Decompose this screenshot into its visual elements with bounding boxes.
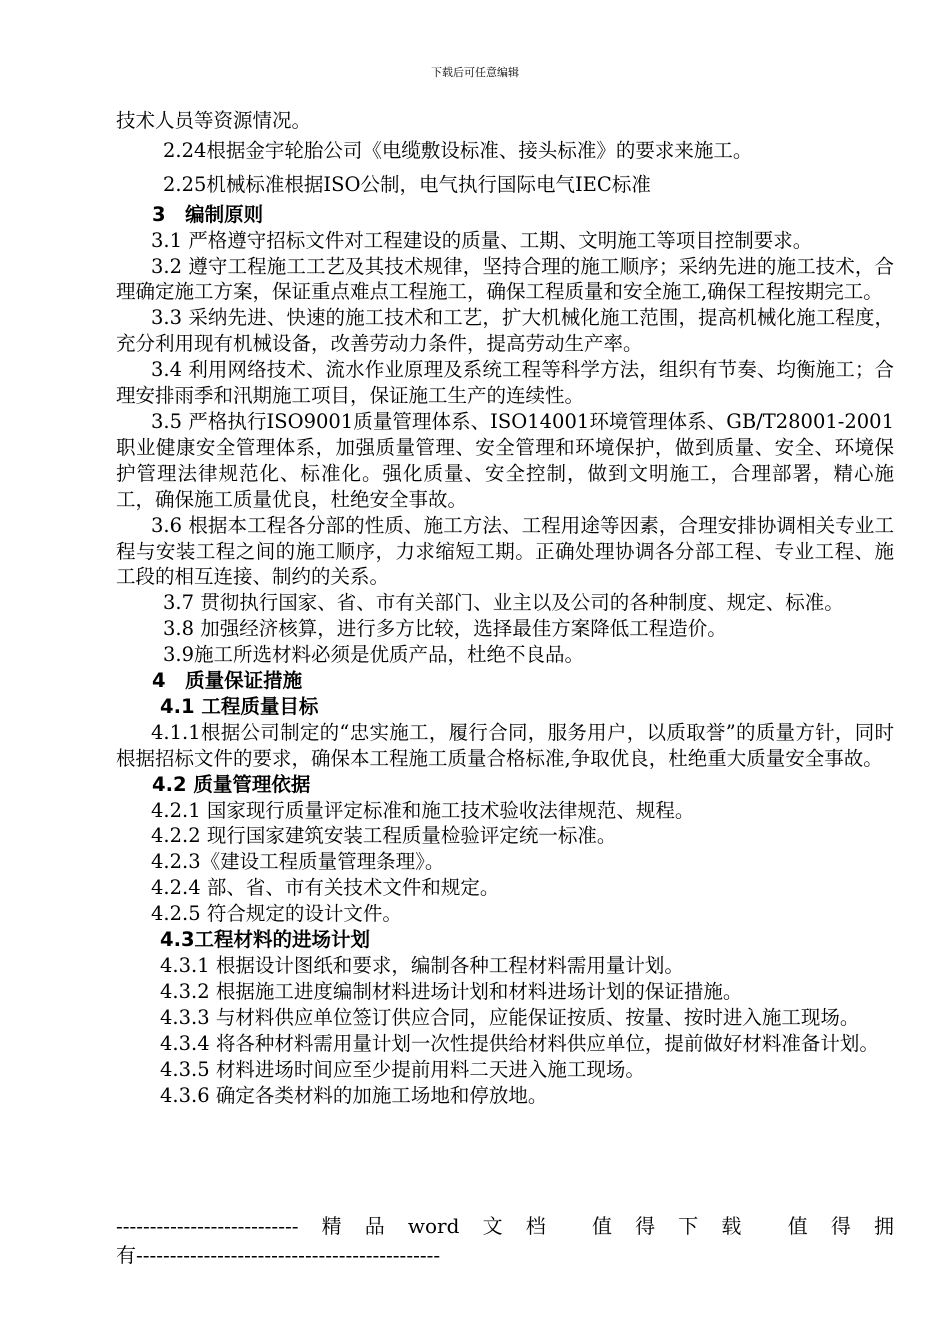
paragraph: 3.6 根据本工程各分部的性质、施工方法、工程用途等因素，合理安排协调相关专业工程与安装工程之间的施工顺序，力求缩短工期。正确处理协调各分部工程、专业工程、施工段的相互连接、制约的关系。 bbox=[116, 513, 894, 589]
footer-word: word bbox=[407, 1214, 460, 1238]
paragraph: 3.8 加强经济核算，进行多方比较，选择最佳方案降低工程造价。 bbox=[163, 617, 727, 641]
paragraph: 4.2.1 国家现行质量评定标准和施工技术验收法律规范、规程。 bbox=[151, 798, 695, 822]
footer-word: 品 bbox=[364, 1214, 385, 1238]
paragraph: 4.3.2 根据施工进度编制材料进场计划和材料进场计划的保证措施。 bbox=[160, 979, 743, 1003]
paragraph: 4.2.2 现行国家建筑安装工程质量检验评定统一标准。 bbox=[151, 824, 617, 848]
footer-word: 值 bbox=[787, 1214, 808, 1238]
footer-word: 载 bbox=[721, 1214, 742, 1238]
paragraph: 4.3.3 与材料供应单位签订供应合同，应能保证按质、按量、按时进入施工现场。 bbox=[160, 1005, 860, 1029]
paragraph: 4.3.1 根据设计图纸和要求，编制各种工程材料需用量计划。 bbox=[160, 954, 684, 977]
paragraph: 4.3.4 将各种材料需用量计划一次性提供给材料供应单位，提前做好材料准备计划。 bbox=[160, 1031, 879, 1055]
paragraph: 4.3.5 材料进场时间应至少提前用料二天进入施工现场。 bbox=[160, 1057, 645, 1081]
paragraph: 3.7 贯彻执行国家、省、市有关部门、业主以及公司的各种制度、规定、标准。 bbox=[163, 591, 844, 615]
section-heading: 4.1 工程质量目标 bbox=[160, 694, 319, 718]
footer-word: 档 bbox=[525, 1214, 546, 1238]
page-header: 下载后可任意编辑 bbox=[431, 66, 519, 79]
footer-dashes: --------------------------- bbox=[116, 1214, 299, 1238]
footer-word: 拥 bbox=[873, 1214, 894, 1238]
paragraph: 技术人员等资源情况。 bbox=[116, 109, 312, 132]
paragraph: 4.2.3《建设工程质量管理条理》。 bbox=[151, 850, 445, 874]
footer-word: 下 bbox=[678, 1214, 699, 1238]
paragraph: 3.2 遵守工程施工工艺及其技术规律，坚持合理的施工顺序；采纳先进的施工技术，合理确定施工方案，保证重点难点工程施工，确保工程质量和安全施工,确保工程按期完工。 bbox=[116, 254, 894, 304]
footer-line-2: 有--------------------------------------------- bbox=[116, 1243, 441, 1267]
paragraph: 3.4 利用网络技术、流水作业原理及系统工程等科学方法，组织有节奏、均衡施工；合理安排雨季和汛期施工项目，保证施工生产的连续性。 bbox=[116, 358, 894, 408]
paragraph: 3.9施工所选材料必须是优质产品，杜绝不良品。 bbox=[163, 643, 585, 667]
footer-word: 得 bbox=[635, 1214, 656, 1238]
footer-word: 文 bbox=[482, 1214, 503, 1238]
paragraph: 3.5 严格执行ISO9001质量管理体系、ISO14001环境管理体系、GB/T28001-2001职业健康安全管理体系，加强质量管理、安全管理和环境保护，做到质量、安全、环境保护管理法律规范化、标准化。强化质量、安全控制，做到文明施工，合理部署，精心施工，确保施工质量优良，杜绝安全事故。 bbox=[116, 409, 894, 511]
footer-word: 值 bbox=[591, 1214, 612, 1238]
paragraph: 3.1 严格遵守招标文件对工程建设的质量、工期、文明施工等项目控制要求。 bbox=[151, 228, 813, 252]
section-heading: 4.3工程材料的进场计划 bbox=[160, 928, 371, 952]
section-heading: 4 质量保证措施 bbox=[152, 669, 303, 693]
paragraph: 2.24根据金宇轮胎公司《电缆敷设标准、接头标准》的要求来施工。 bbox=[163, 138, 753, 162]
section-heading: 3 编制原则 bbox=[152, 202, 264, 226]
footer-word: 得 bbox=[830, 1214, 851, 1238]
paragraph: 4.1.1根据公司制定的“忠实施工，履行合同，服务用户，以质取誉”的质量方针，同时根据招标文件的要求，确保本工程施工质量合格标准,争取优良，杜绝重大质量安全事故。 bbox=[116, 720, 894, 770]
paragraph: 4.3.6 确定各类材料的加施工场地和停放地。 bbox=[160, 1083, 548, 1107]
paragraph: 2.25机械标准根据ISO公制，电气执行国际电气IEC标准 bbox=[163, 172, 651, 196]
paragraph: 3.3 采纳先进、快速的施工技术和工艺，扩大机械化施工范围，提高机械化施工程度，充分利用现有机械设备，改善劳动力条件，提高劳动生产率。 bbox=[116, 306, 894, 356]
document-body bbox=[116, 108, 894, 1108]
paragraph: 4.2.4 部、省、市有关技术文件和规定。 bbox=[151, 876, 500, 900]
footer-word: 精 bbox=[321, 1214, 342, 1238]
footer bbox=[116, 1212, 894, 1270]
paragraph: 4.2.5 符合规定的设计文件。 bbox=[151, 902, 402, 926]
footer-line-1 bbox=[116, 1212, 894, 1241]
section-heading: 4.2 质量管理依据 bbox=[152, 772, 311, 796]
